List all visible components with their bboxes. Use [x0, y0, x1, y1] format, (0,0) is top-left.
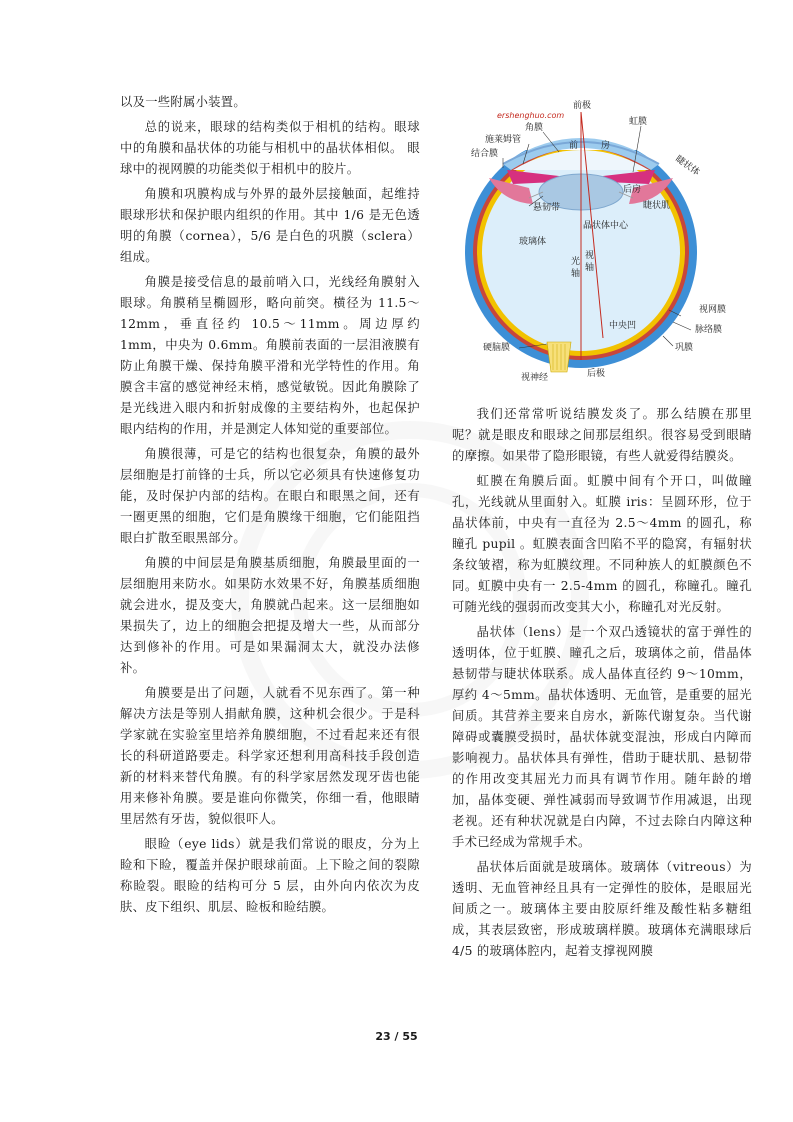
label-zonule: 悬韧带: [533, 203, 561, 213]
label-cornea: 角膜: [525, 123, 544, 133]
paragraph: 角膜要是出了问题，人就看不见东西了。第一种解决方法是等别人捐献角膜，这种机会很少。于是科学家就在实验室里培养角膜细胞，不过看起来还有很长的科研道路要走。科学家还想利用高科技手段创造新的材料来替代角膜。有的科学家居然发现牙齿也能用来修补角膜。要是谁向你微笑，你细一看，他眼睛里居然有牙齿，貌似很吓人。: [120, 686, 420, 826]
label-optic-nerve: 视神经: [521, 373, 549, 383]
label-anterior-chamber-2: 房: [601, 141, 611, 151]
paragraph: 我们还常常听说结膜发炎了。那么结膜在那里呢？就是眼皮和眼球之间那层组织。很容易受到眼睛的摩擦。如果带了隐形眼镜，有些人就爱得结膜炎。: [452, 407, 752, 463]
figure-watermark-url: ershenghuo.com: [497, 111, 565, 120]
label-iris: 虹膜: [629, 117, 648, 127]
paragraph: 角膜是接受信息的最前哨入口，光线经角膜射入眼球。角膜稍呈椭圆形，略向前突。横径为 11.5～12mm，垂直径约 10.5～11mm。周边厚约 1mm，中央为 0.6mm。角膜前表面的一层泪液膜有防止角膜干燥、保持角膜平滑和光学特性的作用。角膜含丰富的感觉神经末梢，感觉敏锐。因此角膜除了是光线进入眼内和折射成像的主要结构外，也起保护眼内结构的作用，并是测定人体知觉的重要部位。: [120, 275, 420, 436]
paragraph: 角膜和巩膜构成与外界的最外层接触面，起维持眼球形状和保护眼内组织的作用。其中 1/6 是无色透明的角膜（cornea），5/6 是白色的巩膜（sclera）组成。: [120, 187, 420, 264]
label-fovea: 中央凹: [609, 321, 637, 331]
label-conjunctiva: 结合膜: [471, 149, 499, 159]
paragraph: 虹膜在角膜后面。虹膜中间有个开口，叫做瞳孔，光线就从里面射入。虹膜 iris：呈圆环形，位于晶状体前，中央有一直径为 2.5～4mm 的圆孔，称瞳孔 pupil 。虹膜表面含凹陷不平的隐窝，有辐射状条纹皱褶，称为虹膜纹理。不同种族人的虹膜颜色不同。虹膜中央有一 2.5-4mm 的圆孔，称瞳孔。瞳孔可随光线的强弱而改变其大小，称瞳孔对光反射。: [452, 474, 752, 614]
label-schlemm: 施莱姆管: [485, 135, 522, 145]
label-choroid: 脉络膜: [695, 325, 723, 335]
label-optical-axis-2: 轴: [571, 269, 581, 279]
paragraph: 晶状体（lens）是一个双凸透镜状的富于弹性的透明体，位于虹膜、瞳孔之后，玻璃体之前，借晶体悬韧带与睫状体联系。成人晶体直径约 9～10mm，厚约 4～5mm。晶状体透明、无血管，是重要的屈光间质。其营养主要来自房水，新陈代谢复杂。当代谢障碍或囊膜受损时，晶状体就变混浊，形成白内障而影响视力。晶状体具有弹性，借助于睫状肌、悬韧带的作用改变其屈光力而具有调节作用。随年龄的增加，晶体变硬、弹性减弱而导致调节作用减退，出现老视。还有种状况就是白内障，不过去除白内障这种手术已经成为常规手术。: [452, 625, 752, 849]
label-visual-axis-1: 视: [585, 251, 595, 261]
paragraph: 总的说来，眼球的结构类似于相机的结构。眼球中的角膜和晶状体的功能与相机中的晶状体相似。 眼球中的视网膜的功能类似于相机中的胶片。: [120, 120, 420, 176]
page-number: 23 / 55: [375, 1030, 418, 1043]
paragraph: 晶状体后面就是玻璃体。玻璃体（vitreous）为透明、无血管神经且具有一定弹性的胶体，是眼屈光间质之一。玻璃体主要由胶原纤维及酸性粘多糖组成，其表层致密，形成玻璃样膜。玻璃体充满眼球后 4/5 的玻璃体腔内，起着支撑视网膜: [452, 860, 752, 958]
label-sclera: 巩膜: [675, 343, 694, 353]
label-dura: 硬脑膜: [483, 343, 511, 353]
left-column: [120, 92, 420, 922]
paragraph: 角膜很薄，可是它的结构也很复杂，角膜的最外层细胞是打前锋的士兵，所以它必须具有快速修复功能，及时保护内部的结构。在眼白和眼黑之间，还有一圈更黑的细胞，它们是角膜缘干细胞，它们能阻挡眼白扩散至眼黑部分。: [120, 447, 420, 545]
label-lens-center: 晶状体中心: [583, 221, 629, 231]
label-posterior-chamber: 后房: [623, 185, 642, 195]
label-visual-axis-2: 轴: [585, 263, 595, 273]
paragraph: 眼睑（eye lids）就是我们常说的眼皮，分为上睑和下睑，覆盖并保护眼球前面。上下睑之间的裂隙称睑裂。眼睑的结构可分 5 层，由外向内依次为皮肤、皮下组织、肌层、睑板和睑结膜。: [120, 837, 420, 914]
label-vitreous: 玻璃体: [519, 237, 547, 247]
label-posterior-pole: 后极: [587, 369, 606, 379]
label-ciliary-body: 睫状体: [673, 154, 702, 178]
right-column: [452, 92, 752, 966]
label-anterior-pole: 前极: [573, 101, 592, 111]
paragraph: 以及一些附属小装置。: [120, 95, 246, 109]
label-anterior-chamber-1: 前: [569, 141, 579, 151]
label-optical-axis-1: 光: [571, 257, 581, 267]
paragraph: 角膜的中间层是角膜基质细胞，角膜最里面的一层细胞用来防水。如果防水效果不好，角膜基质细胞就会进水，提及变大，角膜就凸起来。这一层细胞如果损失了，边上的细胞会把提及增大一些，从而部分达到修补的作用。可是如果漏洞太大，就没办法修补。: [120, 556, 420, 675]
label-ciliary-muscle: 睫状肌: [643, 201, 671, 211]
label-retina: 视网膜: [699, 305, 727, 315]
